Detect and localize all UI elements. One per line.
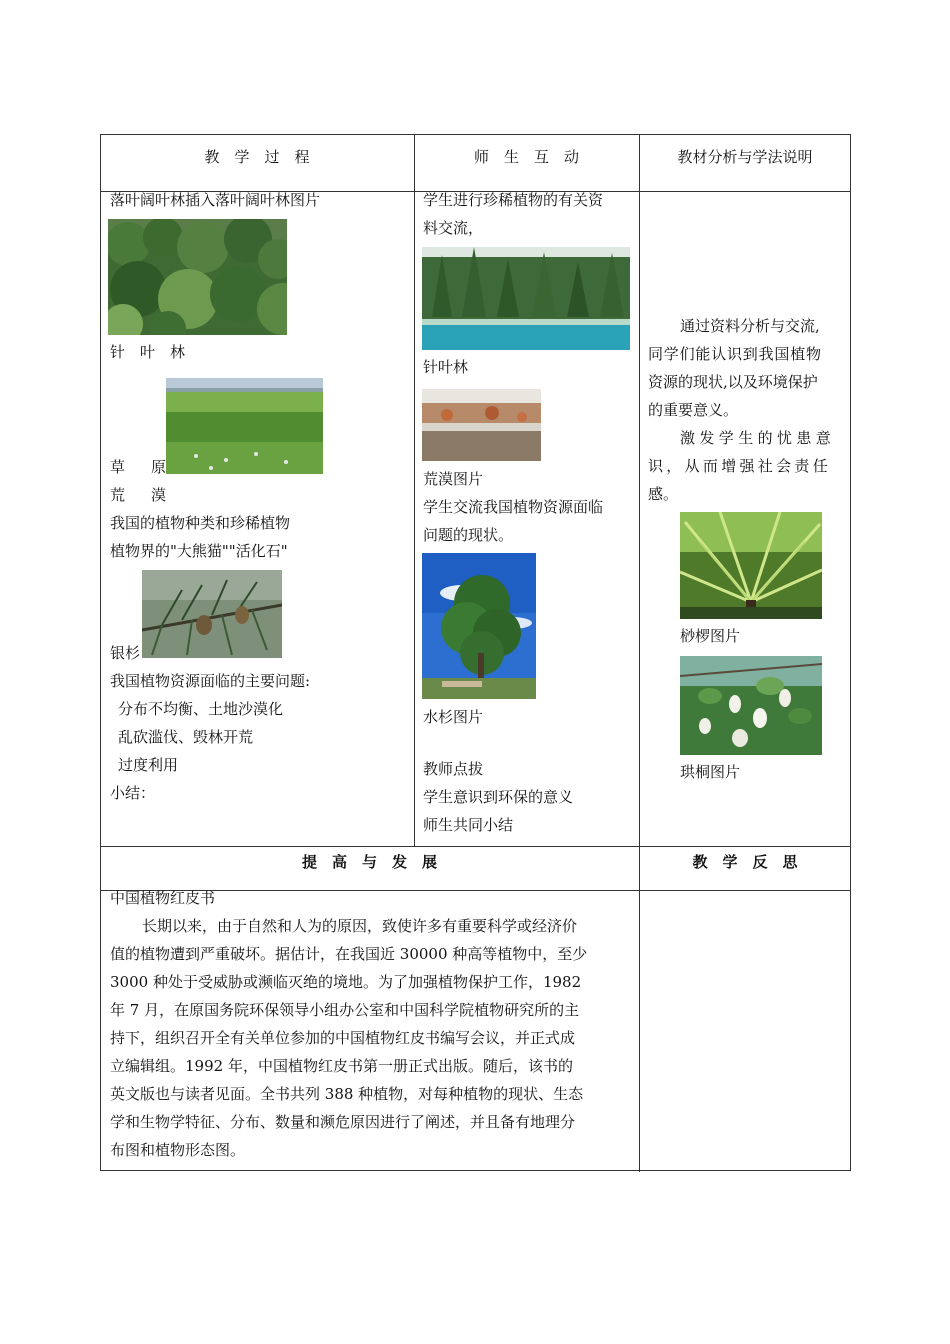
red-book-line-5: 持下，组织召开全有关单位参加的中国植物红皮书编写会议，并正式成 <box>110 1029 576 1047</box>
col2-line-coniferous: 针叶林 <box>423 358 469 376</box>
col3-p2-l3: 感。 <box>648 485 679 503</box>
col2-line-exchange: 学生进行珍稀植物的有关资 <box>423 191 604 209</box>
red-book-title: 中国植物红皮书 <box>110 889 216 907</box>
header-analysis: 教材分析与学法说明 <box>677 148 813 166</box>
dove-tree-image-svg <box>680 656 822 755</box>
col3-p2-l2: 识，从而增强社会责任 <box>648 457 832 475</box>
header-improvement: 提 高 与 发 展 <box>301 853 437 871</box>
coniferous-forest-image-svg <box>422 247 630 350</box>
deciduous-forest-image <box>108 219 287 335</box>
col2-line-teacher: 教师点拔 <box>423 760 484 778</box>
col1-grass-b: 原 <box>151 458 167 476</box>
col3-caption-dove-tree: 珙桐图片 <box>680 763 741 781</box>
section-divider <box>101 846 850 847</box>
deciduous-forest-image-svg <box>108 219 287 335</box>
header-teaching-process: 教 学 过 程 <box>204 148 310 166</box>
col3-p1-l1: 通过资料分析与交流, <box>680 317 820 335</box>
grassland-image <box>166 378 323 474</box>
col2-line-discuss-cont: 问题的现状。 <box>423 526 514 544</box>
col2-line-desert: 荒漠图片 <box>423 470 484 488</box>
coniferous-forest-image <box>422 247 630 350</box>
tree-fern-image <box>680 512 822 619</box>
col-divider-1 <box>414 135 415 846</box>
col1-desert-a: 荒 <box>110 486 126 504</box>
col1-line-problems: 我国植物资源面临的主要问题: <box>110 672 311 690</box>
col2-line-metasequoia: 水杉图片 <box>423 708 484 726</box>
dove-tree-image <box>680 656 822 755</box>
col1-line-deciduous: 落叶阔叶林插入落叶阔叶林图片 <box>110 191 321 209</box>
header-interaction: 师 生 互 动 <box>473 148 579 166</box>
metasequoia-image-svg <box>422 553 536 699</box>
red-book-line-3: 3000 种处于受威胁或濒临灭绝的境地。为了加强植物保护工作，1982 <box>110 973 582 991</box>
col2-line-exchange-cont: 料交流， <box>423 219 484 237</box>
col1-line-coniferous: 针 叶 林 <box>110 343 186 361</box>
col1-line-problem1: 分布不均衡、土地沙漠化 <box>118 700 284 718</box>
col1-line-panda: 植物界的"大熊猫""活化石" <box>110 542 288 560</box>
red-book-line-4: 年 7 月，在原国务院环保领导小组办公室和中国科学院植物研究所的主 <box>110 1001 580 1019</box>
desert-image <box>422 389 541 461</box>
col2-line-awareness: 学生意识到环保的意义 <box>423 788 574 806</box>
grassland-image-svg <box>166 378 323 474</box>
col2-line-discuss: 学生交流我国植物资源面临 <box>423 498 604 516</box>
metasequoia-image <box>422 553 536 699</box>
col3-p1-l3: 资源的现状,以及环境保护 <box>648 373 818 391</box>
col1-line-problem3: 过度利用 <box>118 756 179 774</box>
header-reflection: 教 学 反 思 <box>692 853 798 871</box>
col3-caption-tree-fern: 桫椤图片 <box>680 627 741 645</box>
red-book-line-9: 布图和植物形态图。 <box>110 1141 246 1159</box>
red-book-line-8: 学和生物学特征、分布、数量和濒危原因进行了阐述，并且备有地理分 <box>110 1113 576 1131</box>
red-book-line-2: 值的植物遭到严重破坏。据估计，在我国近 30000 种高等植物中，至少 <box>110 945 588 963</box>
col1-line-species: 我国的植物种类和珍稀植物 <box>110 514 291 532</box>
col3-p1-l2: 同学们能认识到我国植物 <box>648 345 822 363</box>
red-book-line-7: 英文版也与读者见面。全书共列 388 种植物，对每种植物的现状、生态 <box>110 1085 584 1103</box>
col1-grass-a: 草 <box>110 458 126 476</box>
col3-p2-l1: 激发学生的忧患意 <box>680 429 836 447</box>
cathaya-image-svg <box>142 570 282 658</box>
cathaya-image <box>142 570 282 658</box>
col2-line-together: 师生共同小结 <box>423 816 514 834</box>
col-divider-2 <box>639 135 640 1172</box>
col3-p1-l4: 的重要意义。 <box>648 401 739 419</box>
col1-line-summary: 小结： <box>110 784 156 802</box>
desert-image-svg <box>422 389 541 461</box>
col1-desert-b: 漠 <box>151 486 167 504</box>
tree-fern-image-svg <box>680 512 822 619</box>
red-book-line-6: 立编辑组。1992 年，中国植物红皮书第一册正式出版。随后，该书的 <box>110 1057 573 1075</box>
col1-line-problem2: 乱砍滥伐、毁林开荒 <box>118 728 254 746</box>
red-book-line-1: 长期以来，由于自然和人为的原因，致使许多有重要科学或经济价 <box>142 917 578 935</box>
col1-line-cathaya: 银杉 <box>110 644 141 662</box>
